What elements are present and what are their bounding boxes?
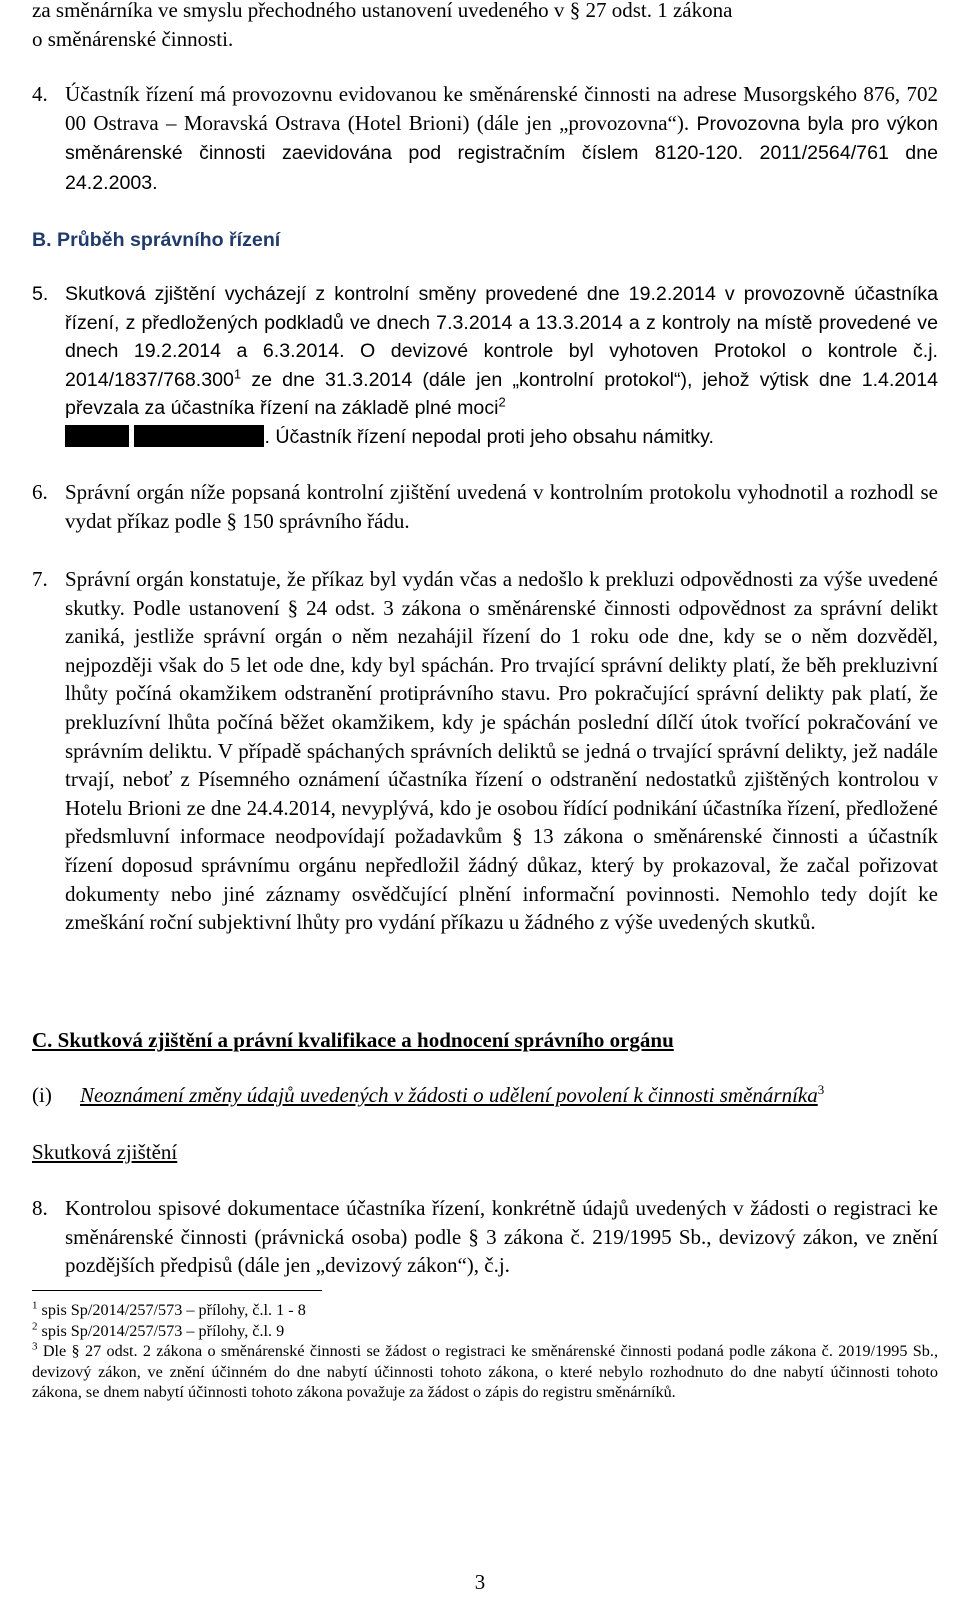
footnote-ref[interactable]: 3	[817, 1082, 825, 1097]
section-sign: §	[569, 0, 581, 22]
text-run: Účastník řízení má provozovnu evidovanou ke směnárenské činnosti na adrese Musorgského 876, 702 00 Ostrava – Moravská Ostrava (Hotel Brioni) (dále jen „provozovna“).	[65, 82, 938, 135]
footnote-ref[interactable]: 2	[498, 394, 506, 410]
text-run: Správní orgán níže popsaná kontrolní zjištění uvedená v kontrolním protokolu vyhodnotil a rozhodl se vydat příkaz podle	[65, 480, 938, 533]
footnote-ref[interactable]: 1	[233, 366, 242, 382]
footnote-mark: 3	[32, 1340, 38, 1353]
text-run: za směnárníka ve smyslu přechodného ustanovení uvedeného v	[32, 0, 570, 22]
subsection-title: Neoznámení změny údajů uvedených v žádosti o udělení povolení k činnosti směnárníka	[80, 1083, 818, 1107]
paragraph-5	[32, 280, 938, 452]
paragraph-7	[32, 565, 938, 937]
footnote-text: spis Sp/2014/257/573 – přílohy, č.l. 9	[37, 1321, 285, 1340]
subsection-i	[32, 1081, 938, 1110]
footnote-mark: 2	[32, 1320, 38, 1333]
paragraph-8	[32, 1194, 938, 1280]
redaction-bar	[134, 425, 264, 447]
footnote-separator	[32, 1290, 322, 1291]
page-number: 3	[474, 1570, 486, 1594]
text-run: Skutková zjištění vycházejí z kontrolní směny provedené dne 19.2.2014 v provozovně účastníka řízení, z předložených podkladů ve dnech 7.3.2014 a 13.3.2014 a z kontroly na místě provedené ve dnech 19.2.2014 a 6.3.2014. O devizové kontrole byl vyhotoven Protokol o kontrole č.j. 2014/1837/768.300	[65, 283, 938, 391]
text-run: o směnárenské činnosti.	[32, 26, 234, 51]
paragraph-4	[32, 80, 938, 197]
footnote-text: spis Sp/2014/257/573 – přílohy, č.l. 1 - 8	[37, 1301, 306, 1319]
section-sign: §	[226, 508, 238, 533]
paragraph-6	[32, 478, 938, 535]
text-run: . Účastník řízení nepodal proti jeho obsahu námitky.	[264, 425, 714, 448]
text-run: 13 zákona o směnárenské činnosti a účastník řízení doposud správnímu orgánu nepředložil žádný důkaz, který by prokazoval, že začal pořizovat dokumenty nebo jiné záznamy osvědčující plnění informační povinnosti. Nemohlo tedy dojít ke zmeškání roční subjektivní lhůty pro vydání příkazu u žádného z výše uvedených skutků.	[65, 824, 938, 935]
section-c-heading	[32, 1026, 938, 1055]
paragraph-number: 6.	[32, 480, 48, 504]
subheading-text: Skutková zjištění	[32, 1140, 178, 1164]
text-run: 3 zákona č. 219/1995 Sb., devizový zákon, ve znění pozdějších předpisů (dále jen „devizový zákon“), č.j.	[65, 1224, 938, 1278]
section-sign: §	[512, 824, 523, 849]
paragraph-number: 8.	[32, 1196, 48, 1220]
heading-text: B. Průběh správního řízení	[32, 229, 281, 251]
text-run: 27 odst. 1 zákona	[580, 0, 733, 22]
footnote-text: Dle § 27 odst. 2 zákona o směnárenské činnosti se žádost o registraci ke směnárenské činnosti podaná podle zákona č. 2019/1995 Sb., devizový zákon, ve znění účinném do dne nabytí účinnosti tohoto zákona, o které nebylo rozhodnuto do dne nabytí účinnosti tohoto zákona, se dnem nabytí účinnosti tohoto zákona považuje za žádost o zápis do registru směnárníků.	[32, 1342, 938, 1402]
text-run: Provozovna byla pro výkon směnárenské činnosti zaevidována pod registračním číslem 8120-120. 2011/2564/761 dne 24.2.2003.	[65, 112, 938, 194]
section-b-heading	[32, 225, 938, 255]
footnotes	[32, 1300, 938, 1403]
subsection-number: (i)	[32, 1083, 52, 1107]
section-sign: §	[468, 1224, 479, 1249]
footnote-mark: 1	[32, 1299, 38, 1312]
paragraph-number: 4.	[32, 82, 48, 106]
paragraph-number: 7.	[32, 567, 48, 591]
paragraph-number: 5.	[32, 283, 49, 305]
footnote-2	[32, 1321, 938, 1342]
subheading-skutkova	[32, 1138, 938, 1167]
continuation-paragraph	[32, 0, 938, 53]
footnote-3	[32, 1341, 938, 1403]
text-run: 24 odst. 3 zákona o směnárenské činnosti odpovědnost za správní delikt zaniká, jestliže správní orgán o něm nezahájil řízení do 1 roku ode dne, kdy se o něm dozvěděl, nejpozději však do 5 let ode dne, kdy byl spáchán. Pro trvající správní delikty platí, že běh prekluzivní lhůty počíná okamžikem odstranění protiprávního stavu. Pro pokračující správní delikty pak platí, že prekluzívní lhůta počíná běžet okamžikem, kdy je spáchán poslední dílčí útok tvořící pokračování ve správním deliktu. V případě spáchaných správních deliktů se jedná o trvající správní delikty, jež nadále trvají, neboť z Písemného oznámení účastníka řízení o odstranění nedostatků zjištěných kontrolou v Hotelu Brioni ze dne 24.4.2014, nevyplývá, kdo je osobou řídící podnikání účastníka řízení, předložené předsmluvní informace neodpovídají požadavkům	[65, 595, 938, 849]
text-run: ze dne 31.3.2014 (dále jen „kontrolní protokol“), jehož výtisk dne 1.4.2014 převzala za účastníka řízení na základě plné moci	[65, 368, 938, 420]
text-run: Kontrolou spisové dokumentace účastníka řízení, konkrétně údajů uvedených v žádosti o registraci ke směnárenské činnosti (právnická osoba) podle	[65, 1196, 938, 1249]
redaction-bar	[65, 425, 129, 447]
footnote-1	[32, 1300, 938, 1321]
heading-text: C. Skutková zjištění a právní kvalifikace a hodnocení správního orgánu	[32, 1028, 674, 1052]
text-run: 150 správního řádu.	[237, 508, 410, 533]
text-run: Správní orgán konstatuje, že příkaz byl vydán včas a nedošlo k prekluzi odpovědnosti za výše uvedené skutky. Podle ustanovení	[65, 567, 938, 620]
section-sign: §	[287, 595, 299, 620]
